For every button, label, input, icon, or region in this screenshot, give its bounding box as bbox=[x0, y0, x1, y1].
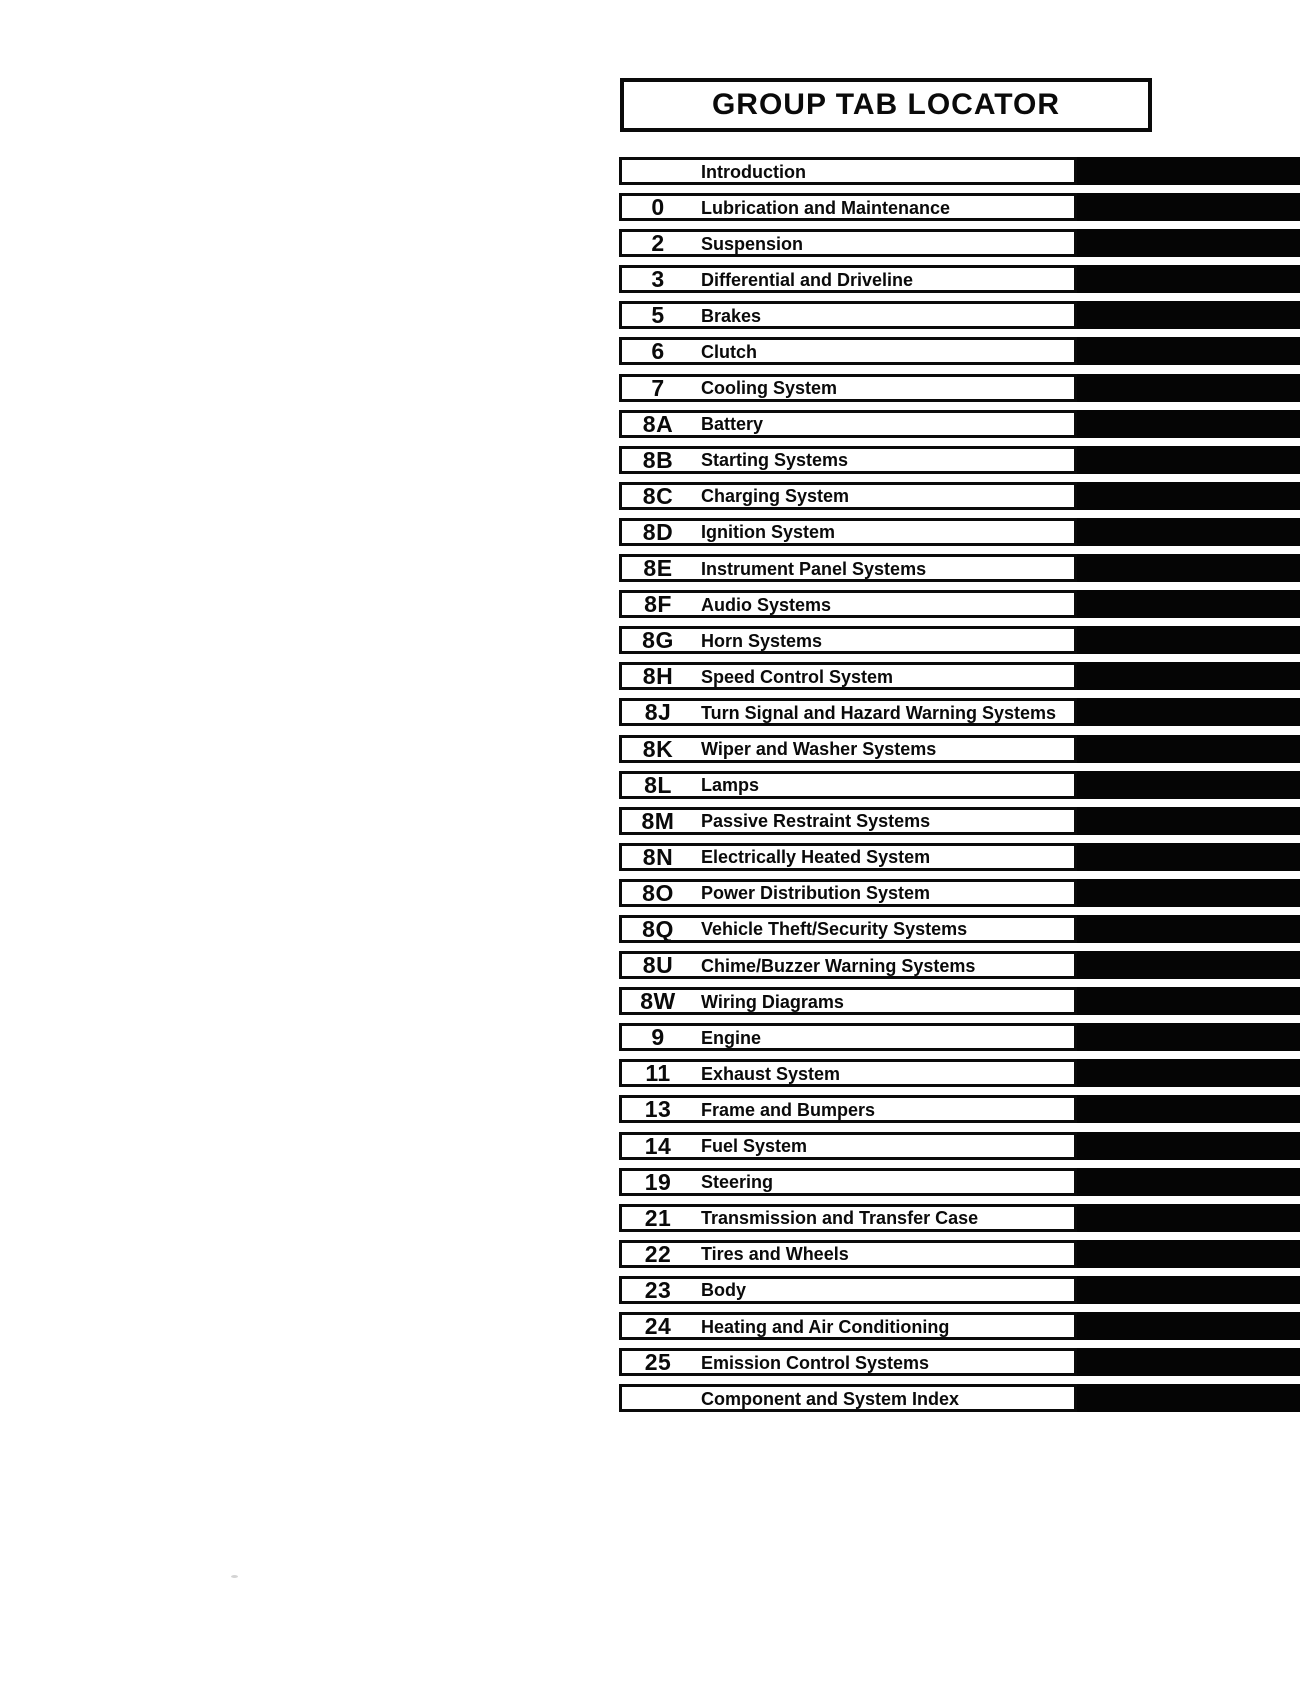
tab-row bbox=[619, 1132, 1300, 1160]
group-number: 14 bbox=[644, 1132, 672, 1159]
tab-row bbox=[619, 951, 1300, 979]
group-number: 8G bbox=[642, 627, 674, 654]
tab-marker bbox=[1077, 843, 1300, 871]
tab-row-box bbox=[619, 1240, 1077, 1268]
page-title: GROUP TAB LOCATOR bbox=[711, 88, 1061, 121]
group-label: Wiper and Washer Systems bbox=[701, 739, 937, 759]
tab-row bbox=[619, 265, 1300, 293]
tab-row-box bbox=[619, 698, 1077, 726]
tab-row-box bbox=[619, 987, 1077, 1015]
group-label: Lubrication and Maintenance bbox=[701, 197, 951, 218]
tab-row bbox=[619, 554, 1300, 582]
group-number bbox=[622, 171, 694, 172]
group-label: Component and System Index bbox=[701, 1388, 960, 1409]
group-number: 13 bbox=[644, 1096, 672, 1123]
tab-marker bbox=[1077, 518, 1300, 546]
tab-marker bbox=[1077, 1132, 1300, 1160]
group-number: 19 bbox=[644, 1168, 672, 1195]
tab-row-box bbox=[619, 1168, 1077, 1196]
group-label: Steering bbox=[701, 1172, 774, 1193]
group-label: Speed Control System bbox=[701, 666, 894, 687]
tab-row-box bbox=[619, 843, 1077, 871]
group-label: Introduction bbox=[701, 161, 806, 182]
tab-row-box bbox=[619, 1384, 1077, 1412]
tab-row bbox=[619, 446, 1300, 474]
tab-marker bbox=[1077, 1168, 1300, 1196]
group-label: Exhaust System bbox=[701, 1063, 841, 1084]
tab-row bbox=[619, 1348, 1300, 1376]
tab-marker bbox=[1077, 446, 1300, 474]
tab-marker bbox=[1077, 410, 1300, 438]
group-label: Audio Systems bbox=[701, 594, 832, 615]
tab-marker bbox=[1077, 482, 1300, 510]
tab-row-box bbox=[619, 951, 1077, 979]
group-number: 24 bbox=[644, 1313, 672, 1339]
tab-marker bbox=[1077, 590, 1300, 618]
tab-rows bbox=[619, 157, 1300, 1420]
group-number bbox=[622, 1398, 694, 1399]
tab-marker bbox=[1077, 229, 1300, 257]
tab-marker bbox=[1077, 1204, 1300, 1232]
group-label: Tires and Wheels bbox=[701, 1244, 849, 1265]
group-label: Lamps bbox=[701, 775, 760, 796]
tab-row bbox=[619, 1204, 1300, 1232]
group-number: 8Q bbox=[642, 915, 674, 942]
tab-row-box bbox=[619, 879, 1077, 907]
tab-marker bbox=[1077, 626, 1300, 654]
tab-marker bbox=[1077, 698, 1300, 726]
tab-marker bbox=[1077, 193, 1300, 221]
tab-marker bbox=[1077, 662, 1300, 690]
tab-row bbox=[619, 1240, 1300, 1268]
tab-row bbox=[619, 482, 1300, 510]
group-label: Cooling System bbox=[701, 378, 838, 399]
tab-marker bbox=[1077, 1348, 1300, 1376]
group-label: Power Distribution System bbox=[701, 883, 931, 904]
tab-marker bbox=[1077, 1023, 1300, 1051]
tab-marker bbox=[1077, 987, 1300, 1015]
tab-row bbox=[619, 987, 1300, 1015]
tab-row-box bbox=[619, 1059, 1077, 1087]
group-label: Horn Systems bbox=[701, 630, 823, 651]
group-number: 6 bbox=[651, 338, 665, 365]
group-label: Transmission and Transfer Case bbox=[701, 1208, 979, 1229]
tab-row bbox=[619, 662, 1300, 690]
tab-row bbox=[619, 735, 1300, 763]
tab-row bbox=[619, 301, 1300, 329]
tab-marker bbox=[1077, 771, 1300, 799]
group-label: Clutch bbox=[701, 341, 757, 362]
tab-row-box bbox=[619, 626, 1077, 654]
tab-row bbox=[619, 843, 1300, 871]
tab-marker bbox=[1077, 1059, 1300, 1087]
tab-row bbox=[619, 157, 1300, 185]
tab-marker bbox=[1077, 1276, 1300, 1304]
tab-row-box bbox=[619, 915, 1077, 943]
tab-marker bbox=[1077, 951, 1300, 979]
tab-row-box bbox=[619, 157, 1077, 185]
tab-row-box bbox=[619, 735, 1077, 763]
group-number: 8M bbox=[641, 807, 675, 834]
group-label: Passive Restraint Systems bbox=[701, 811, 931, 832]
group-label: Battery bbox=[701, 414, 764, 435]
group-number: 8N bbox=[642, 843, 674, 870]
tab-marker bbox=[1077, 337, 1300, 365]
tab-row bbox=[619, 337, 1300, 365]
tab-row-box bbox=[619, 337, 1077, 365]
group-number: 8J bbox=[644, 699, 672, 726]
tab-row bbox=[619, 1059, 1300, 1087]
group-number: 3 bbox=[651, 266, 665, 293]
tab-row-box bbox=[619, 1276, 1077, 1304]
tab-row-box bbox=[619, 1312, 1077, 1340]
group-number: 25 bbox=[644, 1349, 672, 1376]
tab-row bbox=[619, 590, 1300, 618]
tab-row bbox=[619, 1023, 1300, 1051]
tab-marker bbox=[1077, 157, 1300, 185]
tab-row-box bbox=[619, 301, 1077, 329]
tab-row bbox=[619, 1095, 1300, 1123]
group-number: 7 bbox=[651, 374, 665, 401]
group-label: Starting Systems bbox=[701, 450, 849, 471]
group-label: Ignition System bbox=[701, 522, 836, 543]
group-label: Vehicle Theft/Security Systems bbox=[701, 919, 968, 940]
page-title-box bbox=[620, 78, 1152, 132]
tab-row bbox=[619, 518, 1300, 546]
tab-row bbox=[619, 807, 1300, 835]
group-number: 8O bbox=[642, 879, 674, 906]
group-label: Electrically Heated System bbox=[701, 847, 931, 868]
group-number: 8F bbox=[644, 591, 672, 618]
group-number: 9 bbox=[651, 1024, 665, 1051]
group-label: Suspension bbox=[701, 233, 804, 254]
tab-row bbox=[619, 374, 1300, 402]
group-label: Differential and Driveline bbox=[701, 269, 914, 290]
tab-row bbox=[619, 229, 1300, 257]
tab-row-box bbox=[619, 1095, 1077, 1123]
group-label: Charging System bbox=[701, 486, 850, 507]
group-label: Engine bbox=[701, 1027, 762, 1048]
tab-marker bbox=[1077, 1095, 1300, 1123]
tab-row-box bbox=[619, 265, 1077, 293]
tab-row bbox=[619, 771, 1300, 799]
tab-row-box bbox=[619, 590, 1077, 618]
group-number: 2 bbox=[651, 230, 665, 257]
group-number: 8W bbox=[640, 988, 676, 1015]
tab-row bbox=[619, 410, 1300, 438]
tab-row-box bbox=[619, 807, 1077, 835]
tab-row-box bbox=[619, 229, 1077, 257]
group-number: 8D bbox=[642, 518, 674, 545]
tab-marker bbox=[1077, 1384, 1300, 1412]
group-number: 0 bbox=[651, 194, 665, 221]
tab-row-box bbox=[619, 410, 1077, 438]
group-number: 8A bbox=[642, 410, 674, 437]
tab-row bbox=[619, 1168, 1300, 1196]
tab-row-box bbox=[619, 554, 1077, 582]
tab-marker bbox=[1077, 1312, 1300, 1340]
tab-marker bbox=[1077, 915, 1300, 943]
tab-row bbox=[619, 626, 1300, 654]
group-number: 11 bbox=[645, 1060, 671, 1087]
tab-row bbox=[619, 1384, 1300, 1412]
tab-row-box bbox=[619, 518, 1077, 546]
tab-marker bbox=[1077, 735, 1300, 763]
tab-row bbox=[619, 1276, 1300, 1304]
group-label: Frame and Bumpers bbox=[701, 1099, 876, 1120]
tab-marker bbox=[1077, 554, 1300, 582]
tab-marker bbox=[1077, 807, 1300, 835]
tab-row-box bbox=[619, 1132, 1077, 1160]
group-label: Brakes bbox=[701, 305, 762, 326]
group-number: 8C bbox=[642, 482, 674, 509]
tab-marker bbox=[1077, 374, 1300, 402]
tab-row-box bbox=[619, 771, 1077, 799]
group-number: 8U bbox=[642, 952, 674, 979]
group-number: 8B bbox=[642, 446, 674, 473]
group-number: 5 bbox=[651, 302, 665, 329]
group-number: 8E bbox=[643, 555, 673, 582]
tab-marker bbox=[1077, 265, 1300, 293]
tab-marker bbox=[1077, 879, 1300, 907]
group-label: Wiring Diagrams bbox=[701, 991, 844, 1012]
tab-row bbox=[619, 879, 1300, 907]
tab-row-box bbox=[619, 193, 1077, 221]
tab-row bbox=[619, 193, 1300, 221]
tab-marker bbox=[1077, 301, 1300, 329]
group-label: Instrument Panel Systems bbox=[701, 558, 927, 579]
group-number: 8L bbox=[644, 771, 672, 798]
tab-row bbox=[619, 1312, 1300, 1340]
tab-row-box bbox=[619, 1348, 1077, 1376]
group-number: 23 bbox=[644, 1276, 672, 1303]
tab-row-box bbox=[619, 446, 1077, 474]
scan-speck bbox=[231, 1575, 238, 1578]
group-number: 21 bbox=[644, 1204, 672, 1231]
tab-row-box bbox=[619, 374, 1077, 402]
tab-row bbox=[619, 915, 1300, 943]
tab-row-box bbox=[619, 482, 1077, 510]
tab-row-box bbox=[619, 1204, 1077, 1232]
group-label: Body bbox=[701, 1280, 746, 1301]
tab-row-box bbox=[619, 662, 1077, 690]
tab-row bbox=[619, 698, 1300, 726]
group-label: Chime/Buzzer Warning Systems bbox=[701, 955, 976, 976]
group-number: 8H bbox=[642, 663, 674, 690]
group-label: Heating and Air Conditioning bbox=[701, 1316, 950, 1337]
group-number: 8K bbox=[642, 735, 674, 762]
group-label: Fuel System bbox=[701, 1136, 808, 1157]
group-label: Turn Signal and Hazard Warning Systems bbox=[701, 702, 1057, 723]
tab-marker bbox=[1077, 1240, 1300, 1268]
tab-row-box bbox=[619, 1023, 1077, 1051]
group-label: Emission Control Systems bbox=[701, 1352, 930, 1373]
group-number: 22 bbox=[644, 1240, 672, 1267]
